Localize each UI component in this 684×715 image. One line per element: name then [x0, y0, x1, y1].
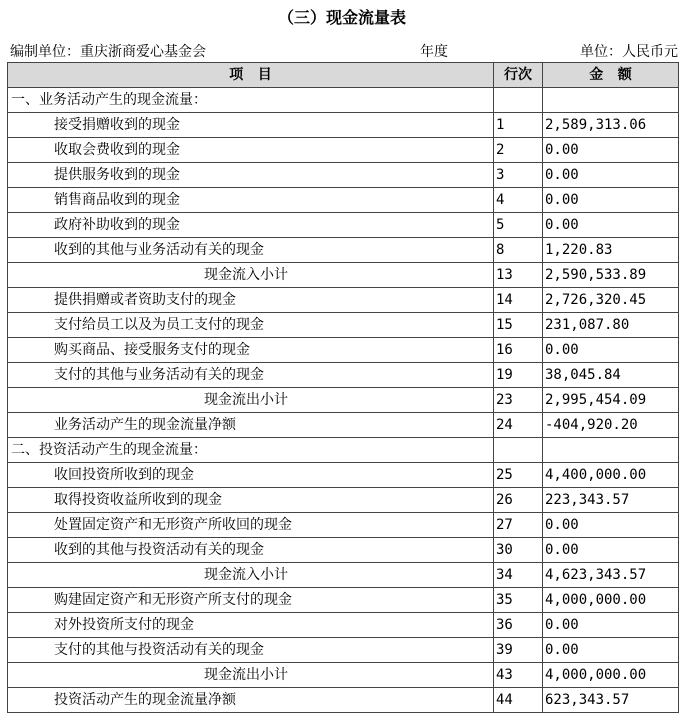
table-row — [8, 363, 679, 388]
row-amount: 38,045.84 — [543, 363, 679, 388]
table-row — [8, 163, 679, 188]
row-amount: 231,087.80 — [543, 313, 679, 338]
row-item-normal: 收到的其他与业务活动有关的现金 — [8, 238, 494, 263]
row-amount: 0.00 — [543, 338, 679, 363]
row-item-normal: 支付给员工以及为员工支付的现金 — [8, 313, 494, 338]
table-row — [8, 263, 679, 288]
table-row — [8, 538, 679, 563]
row-item-normal: 处置固定资产和无形资产所收回的现金 — [8, 513, 494, 538]
row-line-number: 25 — [494, 463, 543, 488]
table-row — [8, 488, 679, 513]
row-amount: 0.00 — [543, 213, 679, 238]
row-item-net: 投资活动产生的现金流量净额 — [8, 688, 494, 713]
row-item-subtotal: 现金流入小计 — [8, 563, 494, 588]
row-item-subtotal: 现金流出小计 — [8, 663, 494, 688]
row-item-normal: 收取会费收到的现金 — [8, 138, 494, 163]
row-item-subtotal: 现金流入小计 — [8, 263, 494, 288]
row-line-number: 4 — [494, 188, 543, 213]
row-amount: -404,920.20 — [543, 413, 679, 438]
row-amount: 623,343.57 — [543, 688, 679, 713]
row-line-number — [494, 88, 543, 113]
table-row — [8, 113, 679, 138]
row-line-number: 34 — [494, 563, 543, 588]
row-amount: 0.00 — [543, 188, 679, 213]
table-row — [8, 88, 679, 113]
row-amount: 223,343.57 — [543, 488, 679, 513]
table-row — [8, 188, 679, 213]
row-amount: 2,590,533.89 — [543, 263, 679, 288]
row-item-subtotal: 现金流出小计 — [8, 388, 494, 413]
row-line-number: 1 — [494, 113, 543, 138]
row-item-normal: 购建固定资产和无形资产所支付的现金 — [8, 588, 494, 613]
row-item-normal: 对外投资所支付的现金 — [8, 613, 494, 638]
row-amount: 0.00 — [543, 138, 679, 163]
row-line-number: 2 — [494, 138, 543, 163]
row-line-number: 30 — [494, 538, 543, 563]
row-item-normal: 销售商品收到的现金 — [8, 188, 494, 213]
table-row — [8, 313, 679, 338]
table-row — [8, 463, 679, 488]
row-item-normal: 支付的其他与业务活动有关的现金 — [8, 363, 494, 388]
row-line-number: 3 — [494, 163, 543, 188]
table-row — [8, 238, 679, 263]
table-row — [8, 338, 679, 363]
table-header-row — [8, 63, 679, 88]
row-line-number: 14 — [494, 288, 543, 313]
row-item-normal: 取得投资收益所收到的现金 — [8, 488, 494, 513]
row-line-number — [494, 438, 543, 463]
row-item-normal: 收回投资所收到的现金 — [8, 463, 494, 488]
row-amount: 0.00 — [543, 538, 679, 563]
cash-flow-table — [7, 62, 679, 713]
row-amount: 2,995,454.09 — [543, 388, 679, 413]
row-item-net: 业务活动产生的现金流量净额 — [8, 413, 494, 438]
column-header-item: 项 目 — [8, 63, 494, 88]
row-line-number: 15 — [494, 313, 543, 338]
organization-label: 编制单位：重庆浙商爱心基金会 — [10, 44, 206, 60]
row-line-number: 44 — [494, 688, 543, 713]
row-item-normal: 政府补助收到的现金 — [8, 213, 494, 238]
row-amount: 4,400,000.00 — [543, 463, 679, 488]
row-line-number: 19 — [494, 363, 543, 388]
row-amount: 0.00 — [543, 513, 679, 538]
row-line-number: 24 — [494, 413, 543, 438]
table-row — [8, 638, 679, 663]
row-line-number: 16 — [494, 338, 543, 363]
row-amount: 1,220.83 — [543, 238, 679, 263]
row-line-number: 23 — [494, 388, 543, 413]
row-line-number: 43 — [494, 663, 543, 688]
table-row — [8, 138, 679, 163]
currency-unit-label: 单位：人民币元 — [580, 44, 678, 60]
table-row — [8, 513, 679, 538]
table-row — [8, 663, 679, 688]
row-item-section: 二、投资活动产生的现金流量： — [8, 438, 494, 463]
row-amount — [543, 438, 679, 463]
table-row — [8, 613, 679, 638]
row-line-number: 13 — [494, 263, 543, 288]
row-line-number: 8 — [494, 238, 543, 263]
row-item-normal: 收到的其他与投资活动有关的现金 — [8, 538, 494, 563]
column-header-line: 行次 — [494, 63, 543, 88]
table-row — [8, 213, 679, 238]
table-row — [8, 688, 679, 713]
table-row — [8, 413, 679, 438]
table-row — [8, 588, 679, 613]
row-amount: 0.00 — [543, 163, 679, 188]
row-item-normal: 提供服务收到的现金 — [8, 163, 494, 188]
row-item-normal: 购买商品、接受服务支付的现金 — [8, 338, 494, 363]
table-row — [8, 388, 679, 413]
row-line-number: 35 — [494, 588, 543, 613]
row-amount: 4,623,343.57 — [543, 563, 679, 588]
row-amount: 2,589,313.06 — [543, 113, 679, 138]
row-item-normal: 接受捐赠收到的现金 — [8, 113, 494, 138]
row-line-number: 36 — [494, 613, 543, 638]
column-header-amount: 金 额 — [543, 63, 679, 88]
table-row — [8, 288, 679, 313]
page-title: （三）现金流量表 — [277, 8, 406, 27]
row-amount: 2,726,320.45 — [543, 288, 679, 313]
table-row — [8, 438, 679, 463]
row-amount: 0.00 — [543, 613, 679, 638]
table-row — [8, 563, 679, 588]
row-amount — [543, 88, 679, 113]
row-line-number: 26 — [494, 488, 543, 513]
row-item-section: 一、业务活动产生的现金流量： — [8, 88, 494, 113]
row-item-normal: 提供捐赠或者资助支付的现金 — [8, 288, 494, 313]
period-label: 年度 — [420, 44, 448, 60]
row-line-number: 39 — [494, 638, 543, 663]
row-amount: 0.00 — [543, 638, 679, 663]
row-line-number: 27 — [494, 513, 543, 538]
row-amount: 4,000,000.00 — [543, 588, 679, 613]
row-line-number: 5 — [494, 213, 543, 238]
row-amount: 4,000,000.00 — [543, 663, 679, 688]
row-item-normal: 支付的其他与投资活动有关的现金 — [8, 638, 494, 663]
